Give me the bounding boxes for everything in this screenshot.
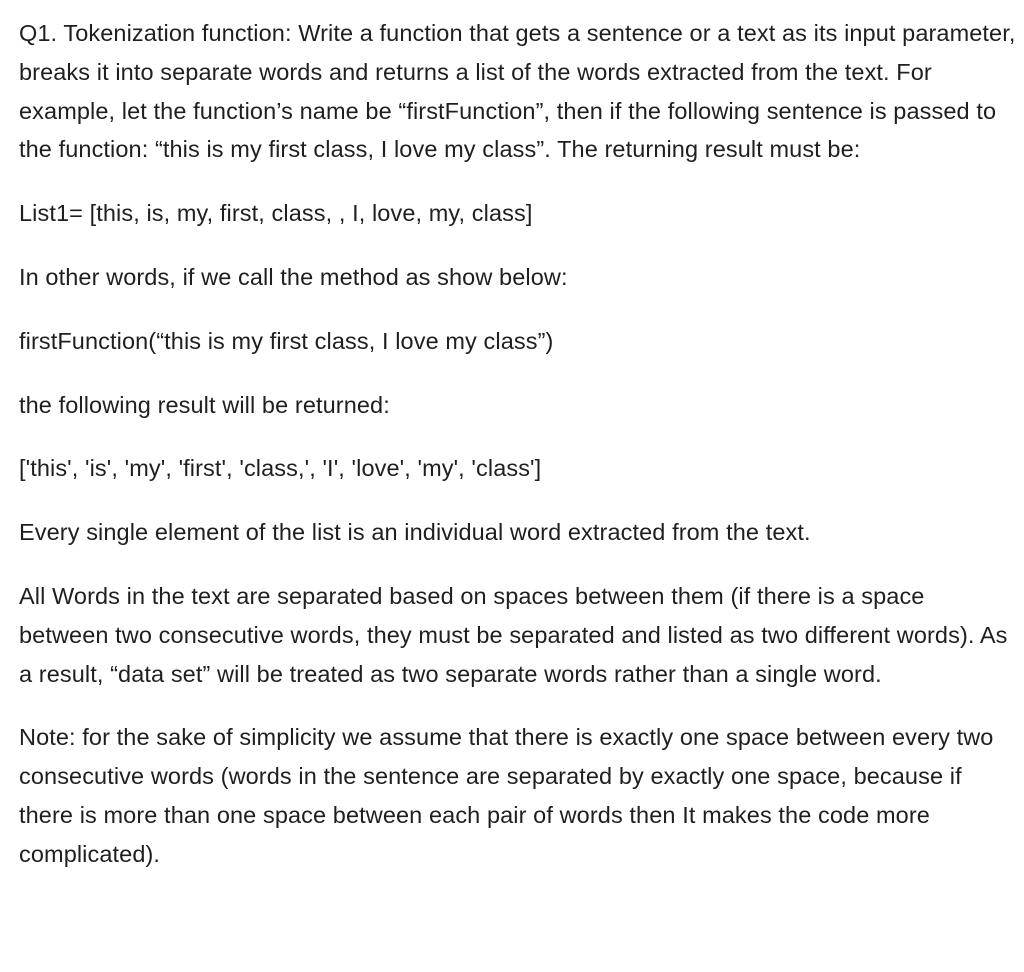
result-list-paragraph: ['this', 'is', 'my', 'first', 'class,', 'I', 'love', 'my', 'class'] (19, 455, 542, 482)
method-call-paragraph: firstFunction(“this is my first class, I love my class”) (19, 327, 554, 354)
result-intro-paragraph: the following result will be returned: (19, 391, 390, 418)
separation-rule-paragraph: All Words in the text are separated based on spaces between them (if there is a space between two consecutive words, they must be separated and listed as two different words). As a result, “data set” will be treated as two separate words rather than a single word. (19, 582, 1008, 687)
note-paragraph: Note: for the sake of simplicity we assume that there is exactly one space between every two consecutive words (words in the sentence are separated by exactly one space, because if there is more than one space between each pair of words then It makes the code more complicated). (19, 724, 994, 867)
element-description-paragraph: Every single element of the list is an individual word extracted from the text. (19, 519, 811, 546)
method-call-intro-paragraph: In other words, if we call the method as show below: (19, 263, 568, 290)
list-example-paragraph: List1= [this, is, my, first, class, , I, love, my, class] (19, 200, 533, 227)
question-paragraph: Q1. Tokenization function: Write a function that gets a sentence or a text as its input parameter, breaks it into separate words and returns a list of the words extracted from the text. For example, let the function’s name be “firstFunction”, then if the following sentence is passed to the function: “this is my first class, I love my class”. The returning result must be: (19, 20, 1016, 163)
